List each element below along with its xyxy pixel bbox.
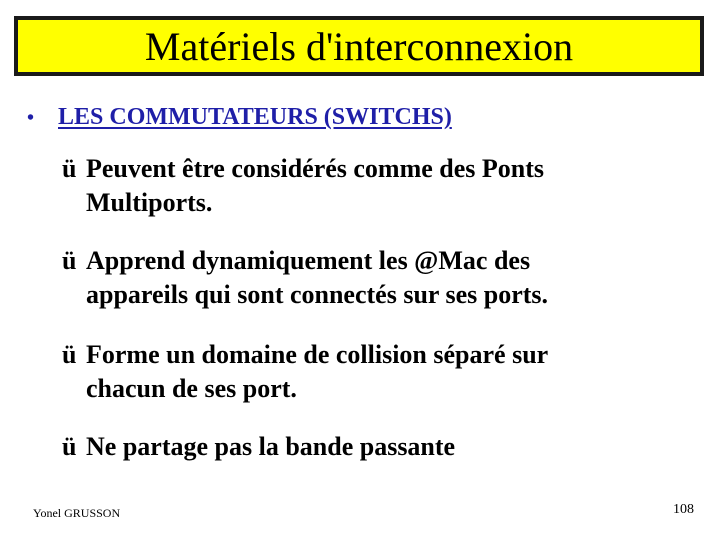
footer-author: Yonel GRUSSON — [33, 506, 121, 520]
checkmark-icon: ü — [62, 432, 77, 461]
checkmark-icon: ü — [62, 340, 77, 369]
bullet-heading: LES COMMUTATEURS (SWITCHS) — [58, 104, 452, 130]
checkmark-icon: ü — [62, 154, 77, 183]
list-item-text: Peuvent être considérés comme des Ponts — [86, 154, 545, 183]
main-bullet — [27, 104, 452, 131]
list-item-text: Multiports. — [86, 188, 213, 217]
page-number: 108 — [673, 502, 694, 517]
list-item-text: chacun de ses port. — [86, 374, 297, 403]
slide-title-box — [14, 16, 704, 76]
list-item-text: appareils qui sont connectés sur ses ports. — [86, 280, 549, 309]
list-item — [62, 244, 702, 312]
list-item — [62, 430, 702, 464]
bullet-marker: • — [27, 107, 35, 129]
list-item-text: Ne partage pas la bande passante — [86, 432, 456, 461]
list-item-text: Forme un domaine de collision séparé sur — [86, 340, 549, 369]
list-item — [62, 338, 702, 406]
list-item-text: Apprend dynamiquement les @Mac des — [86, 246, 531, 275]
checkmark-icon: ü — [62, 246, 77, 275]
list-item — [62, 152, 702, 220]
slide-title: Matériels d'interconnexion — [144, 23, 574, 69]
